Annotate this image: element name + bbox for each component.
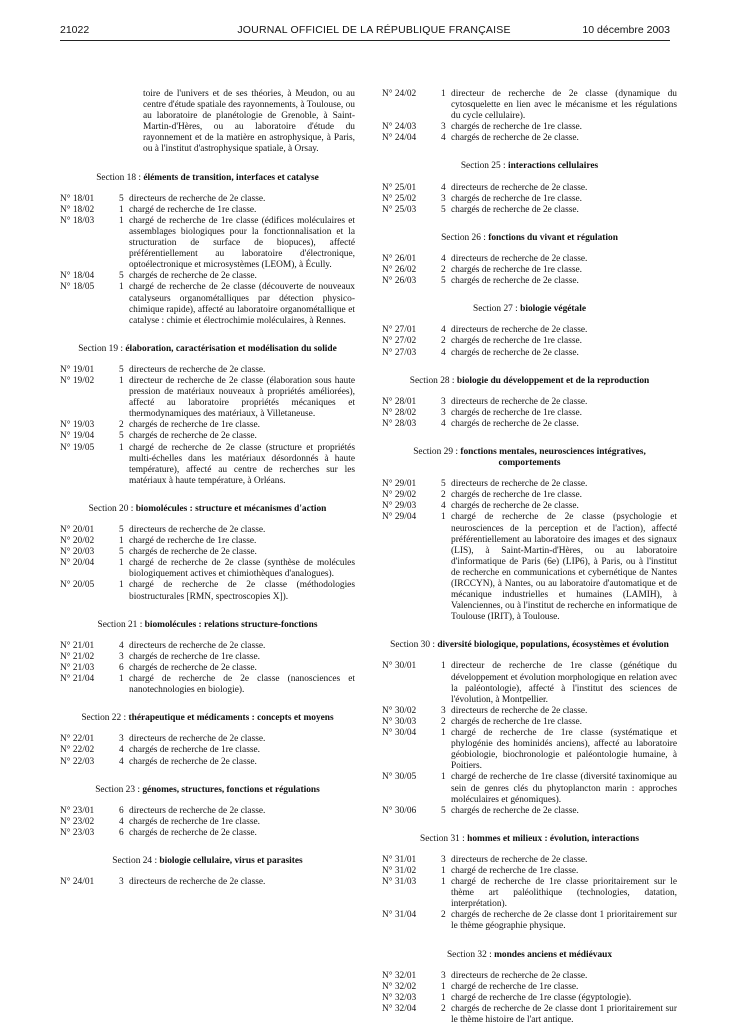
section-label: Section 28 : — [409, 375, 455, 386]
entry-number: N° 23/02 — [60, 816, 95, 827]
entry-quantity: 2 — [441, 265, 446, 276]
entry-text: chargé de recherche de 1re classe (édifices moléculaires et assemblages biologiques pour la fonctionnalisation et la structuration de surface de biopuces), affecté préférentiellement au laboratoire d'électronique, optoélectronique et microsystèmes (LEOM), à Écully. — [129, 215, 355, 271]
section-label: Section 30 : — [390, 640, 435, 651]
position-entry — [60, 652, 355, 663]
section-title: éléments de transition, interfaces et catalyse — [143, 172, 319, 183]
page-number: 21022 — [60, 24, 90, 36]
entry-quantity: 5 — [441, 479, 446, 490]
position-entry — [60, 806, 355, 817]
entry-quantity: 5 — [441, 276, 446, 287]
entry-text: chargés de recherche de 2e classe dont 1 prioritairement sur le thème histoire de l'art antique. — [451, 1003, 677, 1025]
section-title: biomolécules : relations structure-fonctions — [144, 619, 318, 630]
entry-number: N° 29/04 — [382, 512, 417, 523]
entry-quantity: 1 — [441, 865, 446, 876]
entry-quantity: 2 — [441, 490, 446, 501]
section-heading — [382, 304, 677, 315]
entry-number: N° 30/05 — [382, 772, 417, 783]
entry-quantity: 6 — [119, 805, 124, 816]
entry-text: directeurs de recherche de 2e classe. — [451, 396, 588, 407]
section-title: diversité biologique, populations, écosystèmes et évolution — [437, 640, 669, 651]
entry-number: N° 30/01 — [382, 661, 417, 672]
entry-number: N° 30/03 — [382, 716, 417, 727]
position-entry — [382, 254, 677, 265]
entry-text: chargés de recherche de 2e classe. — [129, 431, 257, 442]
position-entry — [60, 282, 355, 326]
position-entry — [60, 547, 355, 558]
entry-text: chargé de recherche de 1re classe prioritairement sur le thème art paléolithique (technologies, datation, interprétation). — [451, 877, 677, 910]
entry-number: N° 20/03 — [60, 547, 95, 558]
entry-quantity: 3 — [119, 651, 124, 662]
entry-number: N° 30/04 — [382, 728, 417, 739]
entry-text: directeurs de recherche de 2e classe. — [451, 970, 588, 981]
position-entry — [382, 661, 677, 705]
position-entry — [60, 443, 355, 487]
position-entry — [382, 479, 677, 490]
entry-text: directeurs de recherche de 2e classe. — [129, 525, 266, 535]
entry-quantity: 1 — [441, 877, 446, 888]
entry-text: directeurs de recherche de 2e classe. — [451, 325, 588, 336]
entry-quantity: 5 — [119, 431, 124, 442]
entry-number: N° 19/01 — [60, 364, 95, 375]
position-entry — [382, 728, 677, 772]
entry-text: directeur de recherche de 2e classe (élaboration sous haute pression de matériaux nouveaux à propriétés améliorées), affecté au laboratoire propriétés mécaniques et thermodynamiques des matériaux, à Villetaneuse. — [129, 375, 355, 420]
right-column — [382, 89, 677, 1026]
section-heading — [60, 856, 355, 867]
entry-number: N° 18/05 — [60, 282, 95, 293]
entry-quantity: 4 — [441, 325, 446, 336]
position-entry — [382, 133, 677, 144]
entry-quantity: 1 — [119, 536, 124, 547]
entry-number: N° 20/04 — [60, 558, 95, 569]
entry-number: N° 23/03 — [60, 827, 95, 838]
entry-number: N° 32/04 — [382, 1003, 417, 1014]
entry-text: chargé de recherche de 2e classe (méthodologies biostructurales [RMN, spectroscopies X]). — [129, 580, 355, 602]
position-entry — [382, 276, 677, 287]
entry-quantity: 3 — [441, 407, 446, 418]
entry-quantity: 1 — [441, 992, 446, 1003]
entry-quantity: 3 — [441, 705, 446, 716]
entry-text: chargés de recherche de 1re classe. — [451, 193, 582, 204]
position-entry — [60, 536, 355, 547]
entry-number: N° 27/03 — [382, 347, 417, 358]
entry-number: N° 19/05 — [60, 442, 95, 453]
entry-number: N° 25/02 — [382, 193, 417, 204]
entry-number: N° 28/03 — [382, 418, 417, 429]
entry-quantity: 4 — [441, 133, 446, 144]
entry-number: N° 18/04 — [60, 271, 95, 282]
position-entry — [382, 89, 677, 122]
position-entry — [60, 877, 355, 888]
entry-quantity: 4 — [119, 816, 124, 827]
entry-quantity: 3 — [441, 193, 446, 204]
entry-number: N° 22/02 — [60, 745, 95, 756]
entry-text: directeurs de recherche de 2e classe. — [129, 193, 266, 204]
section-heading — [382, 447, 677, 469]
section-title: fonctions du vivant et régulation — [488, 232, 618, 243]
entry-text: directeurs de recherche de 2e classe. — [451, 854, 588, 865]
section-label: Section 19 : — [78, 343, 123, 354]
position-entry — [60, 817, 355, 828]
position-entry — [382, 717, 677, 728]
entry-quantity: 5 — [119, 193, 124, 204]
entry-number: N° 21/04 — [60, 674, 95, 685]
entry-number: N° 32/03 — [382, 992, 417, 1003]
section-label: Section 18 : — [96, 172, 141, 183]
entry-quantity: 6 — [119, 827, 124, 838]
entry-quantity: 1 — [441, 512, 446, 523]
entry-text: chargé de recherche de 2e classe (nanosciences et nanotechnologies en biologie). — [129, 674, 355, 696]
position-entry — [60, 757, 355, 768]
entry-number: N° 31/03 — [382, 877, 417, 888]
entry-quantity: 4 — [441, 253, 446, 264]
entry-quantity: 3 — [441, 396, 446, 407]
section-heading — [60, 620, 355, 631]
position-entry — [60, 828, 355, 839]
journal-title: JOURNAL OFFICIEL DE LA RÉPUBLIQUE FRANÇAISE — [237, 24, 511, 36]
entry-number: N° 29/03 — [382, 501, 417, 512]
entry-quantity: 4 — [441, 347, 446, 358]
entry-quantity: 3 — [441, 970, 446, 981]
entry-text: chargé de recherche de 1re classe (systématique et phylogénie des hominidés anciens), affecté au laboratoire géobiologie, biochronologie et paléontologie humaine, à Poitiers. — [451, 728, 677, 772]
position-entry — [382, 183, 677, 194]
entry-number: N° 32/02 — [382, 981, 417, 992]
section-title: biomolécules : structure et mécanismes d'action — [135, 503, 327, 514]
position-entry — [60, 271, 355, 282]
entry-quantity: 4 — [441, 182, 446, 193]
section-label: Section 26 : — [441, 232, 486, 243]
section-label: Section 20 : — [88, 503, 134, 514]
section-heading — [60, 713, 355, 724]
section-title: mondes anciens et médiévaux — [494, 949, 613, 960]
entry-quantity: 2 — [441, 336, 446, 347]
entry-number: N° 19/04 — [60, 431, 95, 442]
entry-quantity: 2 — [441, 1003, 446, 1014]
position-entry — [382, 122, 677, 133]
entry-number: N° 24/02 — [382, 89, 417, 99]
section-heading — [60, 173, 355, 184]
entry-number: N° 21/02 — [60, 651, 95, 662]
section-title: biologie végétale — [520, 304, 586, 315]
entry-text: chargés de recherche de 2e classe. — [451, 276, 579, 287]
entry-number: N° 27/02 — [382, 336, 417, 347]
position-entry — [60, 641, 355, 652]
entry-text: directeurs de recherche de 2e classe. — [451, 479, 588, 490]
entry-text: chargés de recherche de 1re classe. — [129, 420, 260, 431]
entry-quantity: 1 — [441, 728, 446, 739]
position-entry — [382, 397, 677, 408]
section-heading — [382, 161, 677, 172]
entry-number: N° 32/01 — [382, 970, 417, 981]
section-title: biologie du développement et de la reproduction — [456, 375, 650, 386]
entry-quantity: 3 — [441, 122, 446, 133]
entry-number: N° 24/04 — [382, 133, 417, 144]
position-entry — [382, 772, 677, 805]
entry-number: N° 18/02 — [60, 204, 95, 215]
section-heading — [382, 950, 677, 961]
position-entry — [382, 866, 677, 877]
position-entry — [60, 376, 355, 420]
entry-text: chargé de recherche de 1re classe. — [129, 204, 257, 215]
entry-number: N° 22/03 — [60, 756, 95, 767]
section-label: Section 32 : — [446, 949, 492, 960]
position-entry — [382, 855, 677, 866]
entry-number: N° 25/03 — [382, 204, 417, 215]
position-entry — [382, 993, 677, 1004]
position-entry — [382, 336, 677, 347]
entry-text: chargés de recherche de 1re classe. — [451, 265, 582, 276]
entry-text: chargés de recherche de 1re classe. — [129, 816, 260, 827]
position-entry — [382, 265, 677, 276]
section-label: Section 27 : — [472, 304, 518, 315]
entry-text: directeur de recherche de 1re classe (génétique du développement et évolution morphologique en relation avec la paléontologie), affecté à l'institut des sciences de l'évolution, à Montpellier. — [451, 661, 677, 705]
position-entry — [382, 348, 677, 359]
entry-quantity: 4 — [441, 418, 446, 429]
section-label: Section 31 : — [420, 833, 465, 844]
entry-text: chargés de recherche de 2e classe dont 1 prioritairement sur le thème géographie physique. — [451, 910, 677, 932]
entry-text: chargé de recherche de 2e classe (synthèse de molécules biologiquement actives et chimiothèques d'analogues). — [129, 558, 355, 580]
entry-number: N° 29/01 — [382, 479, 417, 490]
position-entry — [60, 745, 355, 756]
entry-number: N° 26/03 — [382, 276, 417, 287]
entry-number: N° 20/05 — [60, 580, 95, 591]
position-entry — [60, 420, 355, 431]
position-entry — [382, 419, 677, 430]
entry-text: chargé de recherche de 1re classe. — [451, 981, 579, 992]
position-entry — [60, 216, 355, 271]
entry-quantity: 2 — [119, 420, 124, 431]
entry-text: directeurs de recherche de 2e classe. — [129, 805, 266, 816]
entry-text: chargés de recherche de 1re classe. — [451, 122, 582, 133]
entry-number: N° 30/02 — [382, 705, 417, 716]
position-entry — [382, 910, 677, 932]
entry-quantity: 3 — [441, 854, 446, 865]
entry-quantity: 1 — [119, 204, 124, 215]
entry-text: directeurs de recherche de 2e classe. — [451, 253, 588, 264]
entry-number: N° 28/02 — [382, 407, 417, 418]
position-entry — [382, 194, 677, 205]
entry-text: directeurs de recherche de 2e classe. — [129, 640, 266, 651]
section-title: hommes et milieux : évolution, interactions — [467, 833, 639, 844]
section-heading — [60, 344, 355, 355]
entry-text: chargés de recherche de 2e classe. — [451, 204, 579, 215]
entry-number: N° 23/01 — [60, 805, 95, 816]
entry-text: chargé de recherche de 2e classe (psychologie et neurosciences de la perception et de l'action), affecté préférentiellement au laboratoire des images et des signaux (LIS), à Saint-Martin-d'Hères, ou au laboratoire d'informatique de Paris (6e) (LIP6), à Paris, ou à l'institut de recherche en communications et cybernétique de Nantes (IRCCYN), à Nantes, ou au laboratoire d'automatique et de mécanique industrielles et humaines (LAMIH), à Valenciennes, ou à l'institut de recherche en informatique de Toulouse (IRIT), à Toulouse. — [451, 512, 677, 623]
position-entry — [60, 431, 355, 442]
entry-quantity: 1 — [119, 442, 124, 453]
section-label: Section 25 : — [460, 161, 506, 172]
entry-quantity: 4 — [119, 745, 124, 756]
position-entry — [382, 408, 677, 419]
entry-number: N° 27/01 — [382, 325, 417, 336]
entry-quantity: 1 — [441, 772, 446, 783]
position-entry — [382, 877, 677, 910]
position-entry — [60, 734, 355, 745]
position-entry — [60, 580, 355, 602]
entry-text: chargés de recherche de 2e classe. — [451, 418, 579, 429]
entry-text: chargés de recherche de 1re classe. — [129, 651, 260, 662]
entry-text: chargés de recherche de 2e classe. — [129, 662, 257, 673]
entry-number: N° 25/01 — [382, 182, 417, 193]
entry-number: N° 18/03 — [60, 215, 95, 226]
entry-number: N° 29/02 — [382, 490, 417, 501]
entry-quantity: 5 — [119, 271, 124, 282]
position-entry — [382, 806, 677, 817]
entry-text: chargés de recherche de 1re classe. — [451, 336, 582, 347]
entry-text: chargés de recherche de 2e classe. — [451, 133, 579, 144]
entry-text: chargés de recherche de 1re classe. — [451, 716, 582, 727]
entry-number: N° 24/03 — [382, 122, 417, 133]
entry-number: N° 30/06 — [382, 805, 417, 816]
section-heading — [382, 640, 677, 651]
entry-text: chargé de recherche de 2e classe (découverte de nouveaux catalyseurs organométalliques par détection physico-chimique rapide), affecté au laboratoire organométallique et catalyse : chimie et électrochimie moléculaires, à Rennes. — [129, 282, 355, 326]
entry-text: chargés de recherche de 1re classe. — [451, 490, 582, 501]
entry-text: directeur de recherche de 2e classe (dynamique du cytosquelette en lien avec le mécanisme et les régulations du cycle cellulaire). — [451, 89, 677, 122]
entry-number: N° 21/03 — [60, 662, 95, 673]
entry-number: N° 18/01 — [60, 193, 95, 204]
entry-quantity: 1 — [119, 375, 124, 386]
section-title: thérapeutique et médicaments : concepts et moyens — [128, 713, 334, 724]
issue-date: 10 décembre 2003 — [582, 24, 670, 36]
entry-text: chargé de recherche de 2e classe (structure et propriétés multi-échelles dans les matériaux désordonnés à haute température), affecté au centre de recherches sur les matériaux à haute température, à Orléans. — [129, 442, 355, 486]
entry-text: chargés de recherche de 1re classe. — [451, 407, 582, 418]
entry-text: chargés de recherche de 2e classe. — [451, 347, 579, 358]
section-title: génomes, structures, fonctions et régulations — [142, 784, 320, 795]
entry-quantity: 4 — [119, 640, 124, 651]
entry-text: directeurs de recherche de 2e classe. — [129, 364, 266, 375]
entry-number: N° 26/01 — [382, 253, 417, 264]
entry-text: chargés de recherche de 2e classe. — [129, 271, 257, 282]
entry-text: directeurs de recherche de 2e classe. — [129, 877, 266, 888]
position-entry — [60, 365, 355, 376]
section-title: élaboration, caractérisation et modélisation du solide — [125, 343, 337, 354]
position-entry — [382, 501, 677, 512]
intro-paragraph: toire de l'univers et de ses théories, à Meudon, ou au centre d'étude spatiale des rayonnements, à Toulouse, ou au laboratoire de planétologie de Grenoble, à Saint-Martin-d'Hères, ou au laboratoire d'étude du rayonnement et de la matière en astrophysique, à Paris, ou à l'institut d'astrophysique spatiale, à Orsay. — [143, 89, 355, 155]
section-title: biologie cellulaire, virus et parasites — [159, 855, 303, 866]
position-entry — [60, 194, 355, 205]
entry-text: chargé de recherche de 1re classe. — [129, 536, 257, 547]
header-rule — [60, 40, 670, 41]
section-heading — [60, 785, 355, 796]
entry-text: chargés de recherche de 2e classe. — [129, 547, 257, 558]
entry-number: N° 20/01 — [60, 525, 95, 535]
entry-quantity: 2 — [441, 910, 446, 921]
entry-quantity: 4 — [119, 756, 124, 767]
section-label: Section 23 : — [95, 784, 141, 795]
entry-text: directeurs de recherche de 2e classe. — [451, 182, 588, 193]
entry-number: N° 19/02 — [60, 375, 95, 386]
position-entry — [60, 663, 355, 674]
section-title: interactions cellulaires — [507, 161, 599, 172]
position-entry — [60, 205, 355, 216]
section-title: fonctions mentales, neurosciences intégratives, comportements — [460, 446, 646, 469]
entry-number: N° 21/01 — [60, 640, 95, 651]
section-heading — [382, 834, 677, 845]
position-entry — [382, 512, 677, 623]
entry-number: N° 26/02 — [382, 265, 417, 276]
entry-text: chargés de recherche de 2e classe. — [451, 501, 579, 512]
position-entry — [382, 706, 677, 717]
entry-quantity: 5 — [441, 204, 446, 215]
entry-number: N° 28/01 — [382, 396, 417, 407]
position-entry — [382, 1004, 677, 1026]
position-entry — [60, 558, 355, 580]
position-entry — [382, 325, 677, 336]
section-label: Section 29 : — [413, 446, 458, 457]
entry-text: chargés de recherche de 1re classe. — [129, 745, 260, 756]
entry-quantity: 1 — [441, 981, 446, 992]
position-entry — [382, 490, 677, 501]
section-heading — [382, 376, 677, 387]
section-label: Section 22 : — [81, 713, 127, 724]
entry-number: N° 24/01 — [60, 877, 95, 888]
entry-number: N° 20/02 — [60, 536, 95, 547]
position-entry — [60, 674, 355, 696]
position-entry — [382, 982, 677, 993]
entry-quantity: 2 — [441, 716, 446, 727]
entry-text: chargé de recherche de 1re classe. — [451, 865, 579, 876]
section-heading — [382, 233, 677, 244]
page-header — [0, 24, 748, 44]
entry-number: N° 22/01 — [60, 734, 95, 745]
position-entry — [382, 205, 677, 216]
position-entry — [382, 971, 677, 982]
entry-number: N° 31/01 — [382, 854, 417, 865]
entry-quantity: 6 — [119, 662, 124, 673]
section-label: Section 21 : — [97, 619, 143, 630]
entry-text: directeurs de recherche de 2e classe. — [129, 734, 266, 745]
entry-quantity: 1 — [119, 674, 124, 685]
entry-text: chargés de recherche de 2e classe. — [451, 805, 579, 816]
entry-number: N° 31/04 — [382, 910, 417, 921]
entry-quantity: 5 — [119, 364, 124, 375]
section-label: Section 24 : — [112, 855, 158, 866]
entry-number: N° 19/03 — [60, 420, 95, 431]
entry-quantity: 3 — [119, 877, 124, 888]
entry-quantity: 1 — [441, 89, 446, 99]
entry-quantity: 3 — [119, 734, 124, 745]
entry-quantity: 5 — [119, 547, 124, 558]
entry-quantity: 1 — [441, 661, 446, 672]
entry-number: N° 31/02 — [382, 865, 417, 876]
entry-text: directeurs de recherche de 2e classe. — [451, 705, 588, 716]
entry-quantity: 1 — [119, 558, 124, 569]
entry-text: chargés de recherche de 2e classe. — [129, 827, 257, 838]
entry-quantity: 4 — [441, 501, 446, 512]
position-entry — [60, 525, 355, 536]
entry-quantity: 5 — [119, 525, 124, 535]
section-heading — [60, 504, 355, 515]
entry-quantity: 1 — [119, 282, 124, 293]
entry-quantity: 1 — [119, 215, 124, 226]
entry-quantity: 5 — [441, 805, 446, 816]
entry-quantity: 1 — [119, 580, 124, 591]
entry-text: chargé de recherche de 1re classe (diversité taxinomique au sein de genres clés du phytoplancton marin : approches moléculaires et génomiques). — [451, 772, 677, 805]
entry-text: chargés de recherche de 2e classe. — [129, 756, 257, 767]
entry-text: chargé de recherche de 1re classe (égyptologie). — [451, 992, 632, 1003]
left-column — [60, 89, 355, 888]
